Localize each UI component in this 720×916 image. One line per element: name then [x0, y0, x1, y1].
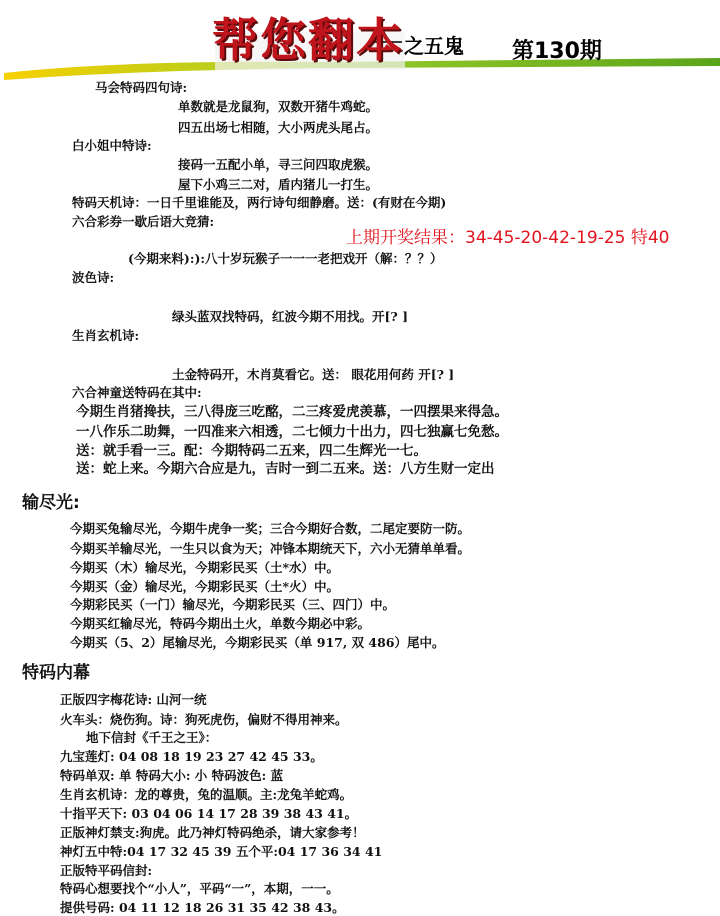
text-line: 四五出场七相随，大小两虎头尾占。	[178, 120, 379, 135]
text-line: 送：蛇上来。今期六合应是九，吉时一到二五来。送：八方生财一定出	[76, 461, 495, 477]
page-header	[0, 0, 720, 80]
text-line: 今期买（金）输尽光，今期彩民买（土*火）中。	[70, 579, 340, 594]
text-line: 今期买红输尽光，特码今期出土火，单数今期必中彩。	[70, 616, 371, 631]
text-line: 今期买（5、2）尾输尽光，今期彩民买（单 917, 双 486）尾中。	[70, 635, 445, 650]
last-draw-result: 上期开奖结果：34-45-20-42-19-25 特40	[346, 228, 670, 248]
text-line: 地下信封《千王之王》：	[86, 730, 218, 745]
text-line: 生肖玄机诗:	[72, 328, 140, 343]
text-line: 一八作乐二助舞，一四准来六相透，二七倾力十出力，四七独赢七免愁。	[76, 424, 508, 440]
section-heading: 输尽光:	[22, 493, 80, 513]
text-line: 绿头蓝双找特码，红波今期不用找。开[? ]	[172, 309, 409, 324]
text-line: 十指平天下: 03 04 06 14 17 28 39 38 43 41。	[60, 806, 358, 821]
text-line: 正版四字梅花诗: 山河一统	[60, 692, 207, 707]
text-line: 特码天机诗：一日千里谁能及，两行诗句细静磨。送：(有财在今期)	[72, 195, 447, 210]
text-line: (今期来料):):八十岁玩猴子一一一老把戏开（解：？？）	[128, 251, 443, 266]
text-line: 提供号码: 04 11 12 18 26 31 35 42 38 43。	[60, 900, 345, 915]
text-line: 六合彩券一歇后语大竞猜:	[72, 214, 215, 229]
text-line: 单数就是龙鼠狗，双数开猪牛鸡蛇。	[178, 99, 379, 114]
text-line: 九宝莲灯: 04 08 18 19 23 27 42 45 33。	[60, 749, 323, 764]
text-line: 六合神童送特码在其中:	[72, 385, 202, 400]
text-line: 屋下小鸡三二对，盾内猪儿一打生。	[178, 177, 379, 192]
section-heading: 特码内幕	[22, 663, 90, 683]
text-line: 特码心想要找个“小人”，平码“一”，本期，一一。	[60, 881, 339, 896]
text-line: 火车头：烧伤狗。诗：狗死虎伤，偏财不得用神来。	[60, 712, 348, 727]
page-title: 帮您翻本	[212, 13, 404, 67]
text-line: 特码单双: 单 特码大小: 小 特码波色: 蓝	[60, 768, 284, 783]
text-line: 今期买兔输尽光，今期牛虎争一奖；三合今期好合数，二尾定要防一防。	[70, 521, 471, 536]
text-line: 正版神灯禁支:狗虎。此乃神灯特码绝杀，请大家参考！	[60, 825, 365, 840]
text-line: 生肖玄机诗：龙的尊贵，兔的温顺。主:龙兔羊蛇鸡。	[60, 787, 353, 802]
text-line: 神灯五中特:04 17 32 45 39 五个平:04 17 36 34 41	[60, 844, 383, 859]
text-line: 今期买（木）输尽光，今期彩民买（土*水）中。	[70, 560, 340, 575]
text-line: 今期生肖猪搀扶，三八得庞三吃酩，二三疼爱虎羡慕，一四摆果来得急。	[76, 404, 508, 420]
text-line: 今期买羊输尽光，一生只以食为天；冲锋本期统天下，六小无猜单单看。	[70, 541, 471, 556]
text-line: 送：就手看一三。配：今期特码二五来，四二生辉光一七。	[76, 443, 427, 459]
text-line: 白小姐中特诗:	[72, 138, 152, 153]
text-line: 正版特平码信封:	[60, 863, 153, 878]
text-line: 接码一五配小单，寻三问四取虎猴。	[178, 157, 379, 172]
text-line: 今期彩民买（一门）输尽光，今期彩民买（三、四门）中。	[70, 597, 396, 612]
page-subtitle: 之五鬼	[404, 34, 464, 58]
text-line: 土金特码开，木肖莫看它。送： 眼花用何药 开[? ]	[172, 367, 455, 382]
text-line: 波色诗:	[72, 270, 115, 285]
text-line: 马会特码四句诗:	[95, 80, 188, 95]
issue-number: 第130期	[512, 39, 602, 64]
